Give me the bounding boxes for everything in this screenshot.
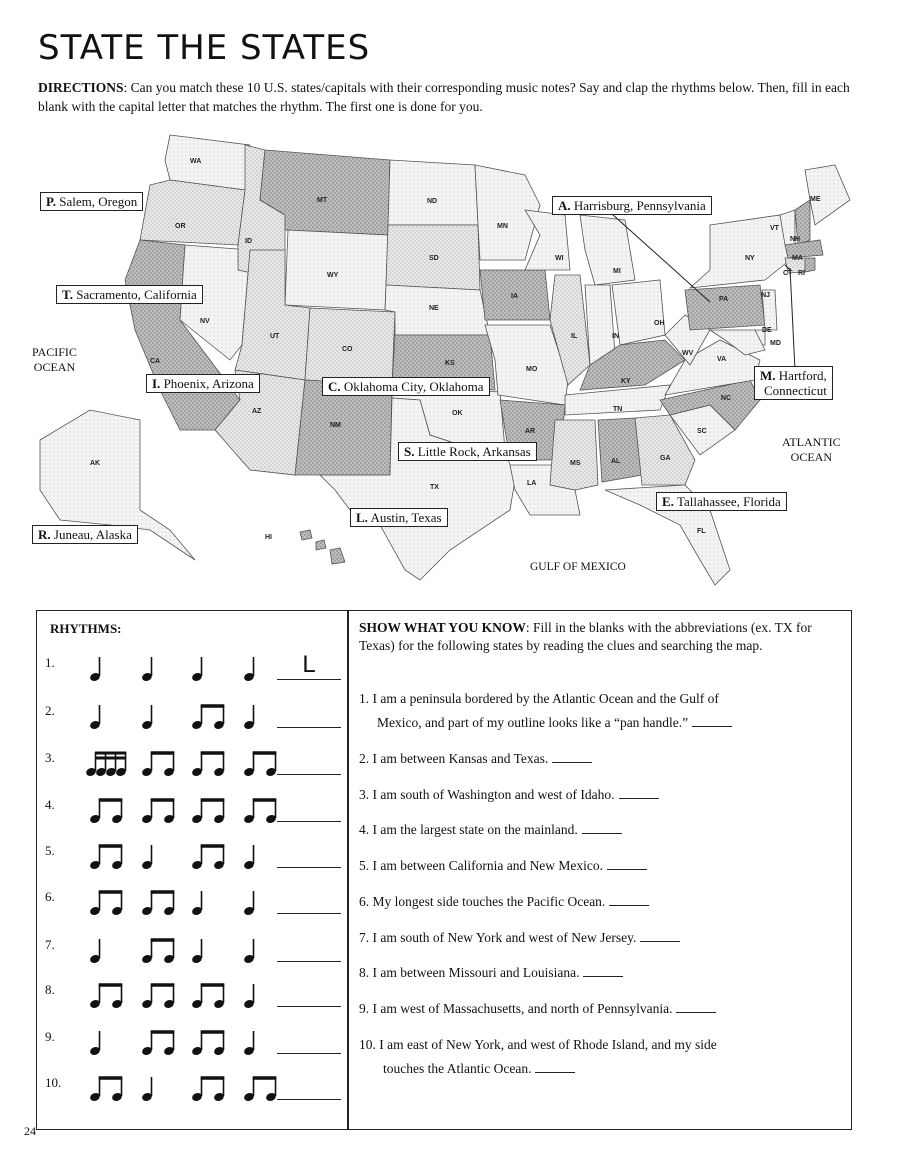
answer-blank[interactable]	[676, 1000, 716, 1013]
answer-blank[interactable]	[552, 750, 592, 763]
question-4	[359, 818, 845, 842]
capital-label-r	[32, 525, 138, 544]
question-text: 4. I am the largest state on the mainland.	[359, 822, 578, 837]
rhythm-answer-blank[interactable]	[277, 1006, 341, 1007]
abbr-al: AL	[611, 458, 621, 465]
abbr-mn: MN	[497, 223, 508, 230]
abbr-co: CO	[342, 346, 353, 353]
question-text: 7. I am south of New York and west of New Jersey.	[359, 930, 637, 945]
abbr-ms: MS	[570, 460, 581, 467]
eighth-note-pair-icon	[141, 984, 175, 1009]
abbr-sd: SD	[429, 255, 439, 262]
pacific-ocean-label	[32, 345, 77, 375]
rhythm-notation	[67, 695, 277, 735]
rhythm-answer-blank[interactable]	[277, 727, 341, 728]
answer-blank[interactable]	[607, 857, 647, 870]
rhythm-number: 10.	[45, 1075, 62, 1090]
show-what-you-know-intro	[359, 619, 841, 655]
rhythm-notation	[67, 929, 277, 969]
capital-letter: A.	[558, 198, 571, 213]
eighth-note-pair-icon	[191, 705, 225, 730]
rhythm-answer-blank[interactable]	[277, 774, 341, 775]
capital-letter: P.	[46, 194, 56, 209]
quarter-note-icon	[243, 984, 255, 1009]
abbr-ar: AR	[525, 428, 536, 435]
quarter-note-icon	[191, 891, 203, 916]
rhythm-number: 5.	[45, 843, 55, 858]
eighth-note-pair-icon	[89, 891, 123, 916]
abbr-wa: WA	[190, 158, 202, 165]
column-divider	[347, 611, 349, 1129]
state-me	[805, 165, 850, 225]
abbr-mi: MI	[613, 268, 621, 275]
abbr-ne: NE	[429, 305, 439, 312]
state-ms	[550, 420, 598, 490]
directions	[38, 78, 868, 116]
rhythm-row	[45, 881, 345, 921]
quarter-note-icon	[191, 939, 203, 964]
answer-blank[interactable]	[619, 786, 659, 799]
abbr-md: MD	[770, 340, 781, 347]
eighth-note-pair-icon	[141, 752, 175, 777]
abbr-ky: KY	[621, 378, 631, 385]
answer-blank[interactable]	[609, 893, 649, 906]
rhythm-row	[45, 1021, 345, 1061]
capital-label-i	[146, 374, 260, 393]
capital-label-s	[398, 442, 537, 461]
swyk-text: : Fill in the blanks with the abbreviations (ex. TX for Texas) for the following states by reading the clues and searching the map.	[359, 620, 812, 653]
abbr-il: IL	[571, 333, 578, 340]
abbr-ks: KS	[445, 360, 455, 367]
capital-label-t	[56, 285, 203, 304]
eighth-note-pair-icon	[89, 845, 123, 870]
abbr-ri: RI	[798, 270, 805, 277]
abbr-oh: OH	[654, 320, 665, 327]
rhythm-number: 7.	[45, 937, 55, 952]
question-text: 9. I am west of Massachusetts, and north of Pennsylvania.	[359, 1001, 673, 1016]
quarter-note-icon	[141, 657, 153, 682]
rhythm-number: 4.	[45, 797, 55, 812]
quarter-note-icon	[141, 845, 153, 870]
abbr-nj: NJ	[761, 292, 770, 299]
capital-label-p	[40, 192, 143, 211]
rhythm-row	[45, 789, 345, 829]
quarter-note-icon	[243, 1031, 255, 1056]
rhythm-answer-blank[interactable]	[277, 1099, 341, 1100]
rhythm-number: 1.	[45, 655, 55, 670]
capital-label-m	[754, 366, 833, 400]
rhythm-notation	[67, 789, 277, 829]
directions-label: DIRECTIONS	[38, 80, 124, 95]
capital-name-line-2: Connecticut	[764, 383, 827, 398]
swyk-label: SHOW WHAT YOU KNOW	[359, 620, 526, 635]
capital-letter: S.	[404, 444, 415, 459]
question-text-line-2: touches the Atlantic Ocean.	[383, 1061, 532, 1076]
capital-name: Sacramento, California	[76, 287, 197, 302]
us-map	[20, 130, 880, 600]
quarter-note-icon	[243, 657, 255, 682]
abbr-sc: SC	[697, 428, 707, 435]
abbr-hi: HI	[265, 534, 272, 541]
rhythm-notation	[67, 647, 277, 687]
abbr-nm: NM	[330, 422, 341, 429]
state-al	[598, 418, 642, 482]
abbr-nd: ND	[427, 198, 438, 205]
rhythms-title: RHYTHMS:	[50, 621, 122, 636]
question-5	[359, 854, 845, 878]
question-7	[359, 926, 845, 950]
capital-name: Oklahoma City, Oklahoma	[343, 379, 484, 394]
eighth-note-pair-icon	[191, 752, 225, 777]
rhythm-number: 3.	[45, 750, 55, 765]
capital-letter: M.	[760, 368, 776, 383]
abbr-az: AZ	[252, 408, 262, 415]
question-1	[359, 687, 845, 735]
rhythm-row	[45, 974, 345, 1014]
capital-letter: L.	[356, 510, 368, 525]
atlantic-ocean-label	[782, 435, 841, 465]
capital-name: Little Rock, Arkansas	[417, 444, 531, 459]
question-text: 5. I am between California and New Mexico.	[359, 858, 604, 873]
quarter-note-icon	[89, 1031, 101, 1056]
capital-letter: C.	[328, 379, 341, 394]
eighth-note-pair-icon	[243, 752, 277, 777]
capital-letter: R.	[38, 527, 51, 542]
eighth-note-pair-icon	[89, 984, 123, 1009]
eighth-note-pair-icon	[191, 1031, 225, 1056]
eighth-note-pair-icon	[191, 984, 225, 1009]
abbr-nc: NC	[721, 395, 732, 402]
question-text: 1. I am a peninsula bordered by the Atlantic Ocean and the Gulf of	[359, 691, 719, 706]
capital-name: Juneau, Alaska	[53, 527, 132, 542]
abbr-nh: NH	[790, 236, 801, 243]
abbr-ia: IA	[511, 293, 518, 300]
quarter-note-icon	[141, 1077, 153, 1102]
quarter-note-icon	[89, 657, 101, 682]
answer-blank[interactable]	[692, 714, 732, 727]
rhythm-notation	[67, 835, 277, 875]
rhythm-number: 9.	[45, 1029, 55, 1044]
eighth-note-pair-icon	[141, 939, 175, 964]
eighth-note-pair-icon	[191, 1077, 225, 1102]
state-pa	[685, 285, 765, 330]
eighth-note-pair-icon	[191, 845, 225, 870]
rhythm-row	[45, 835, 345, 875]
abbr-pa: PA	[719, 296, 729, 303]
answer-blank[interactable]	[583, 964, 623, 977]
quarter-note-icon	[89, 705, 101, 730]
rhythm-row	[45, 742, 345, 782]
rhythm-notation	[67, 974, 277, 1014]
worksheet-box	[36, 610, 852, 1130]
quarter-note-icon	[243, 939, 255, 964]
abbr-nv: NV	[200, 318, 210, 325]
abbr-la: LA	[527, 480, 537, 487]
capital-label-a	[552, 196, 712, 215]
state-hi-3	[330, 548, 345, 564]
question-text: 8. I am between Missouri and Louisiana.	[359, 965, 580, 980]
rhythm-notation	[67, 1067, 277, 1107]
abbr-ca: CA	[150, 358, 161, 365]
rhythm-answer-blank[interactable]	[277, 867, 341, 868]
eighth-note-pair-icon	[89, 799, 123, 824]
abbr-or: OR	[175, 223, 186, 230]
abbr-vt: VT	[770, 225, 779, 232]
question-text: 10. I am east of New York, and west of Rhode Island, and my side	[359, 1037, 717, 1052]
rhythm-number: 6.	[45, 889, 55, 904]
quarter-note-icon	[191, 657, 203, 682]
rhythm-answer: L	[302, 651, 316, 678]
rhythm-row	[45, 647, 345, 687]
capital-name: Hartford,	[778, 368, 827, 383]
question-3	[359, 783, 845, 807]
question-text: 2. I am between Kansas and Texas.	[359, 751, 549, 766]
question-10	[359, 1033, 845, 1081]
question-8	[359, 961, 845, 985]
question-2	[359, 747, 845, 771]
answer-blank[interactable]	[535, 1060, 575, 1073]
rhythm-notation	[67, 1021, 277, 1061]
abbr-tx: TX	[430, 484, 439, 491]
abbr-wi: WI	[555, 255, 564, 262]
rhythm-notation	[67, 742, 277, 782]
capital-letter: T.	[62, 287, 73, 302]
abbr-me: ME	[810, 196, 821, 203]
quarter-note-icon	[243, 891, 255, 916]
abbr-de: DE	[762, 327, 772, 334]
state-mi	[580, 215, 635, 285]
state-hi-1	[300, 530, 312, 540]
capital-name: Tallahassee, Florida	[676, 494, 781, 509]
abbr-ny: NY	[745, 255, 755, 262]
rhythm-answer-blank[interactable]	[277, 913, 341, 914]
abbr-wv: WV	[682, 350, 694, 357]
rhythm-number: 2.	[45, 703, 55, 718]
abbr-ut: UT	[270, 333, 280, 340]
state-wy	[285, 230, 388, 310]
abbr-wy: WY	[327, 272, 339, 279]
question-9	[359, 997, 845, 1021]
answer-blank[interactable]	[582, 821, 622, 834]
abbr-mo: MO	[526, 366, 538, 373]
answer-blank[interactable]	[640, 929, 680, 942]
question-text-line-2: Mexico, and part of my outline looks like a “pan handle.”	[377, 715, 689, 730]
abbr-fl: FL	[697, 528, 706, 535]
question-text: 3. I am south of Washington and west of Idaho.	[359, 787, 615, 802]
question-6	[359, 890, 845, 914]
capital-letter: I.	[152, 376, 161, 391]
eighth-note-pair-icon	[141, 799, 175, 824]
rhythm-answer-blank[interactable]	[277, 961, 341, 962]
capital-name: Salem, Oregon	[59, 194, 138, 209]
eighth-note-pair-icon	[141, 891, 175, 916]
capital-name: Austin, Texas	[370, 510, 442, 525]
rhythm-answer-blank[interactable]	[277, 821, 341, 822]
rhythm-row	[45, 695, 345, 735]
abbr-mt: MT	[317, 197, 328, 204]
abbr-id: ID	[245, 238, 252, 245]
abbr-va: VA	[717, 356, 727, 363]
state-hi-2	[316, 540, 326, 550]
state-ri	[805, 258, 815, 272]
page-number: 24	[24, 1124, 36, 1138]
eighth-note-pair-icon	[191, 799, 225, 824]
capital-name: Harrisburg, Pennsylvania	[573, 198, 706, 213]
abbr-in: IN	[612, 333, 619, 340]
page-title: STATE THE STATES	[38, 28, 371, 68]
pacific-line-1: PACIFIC	[32, 345, 77, 359]
capital-label-c	[322, 377, 490, 396]
abbr-tn: TN	[613, 406, 623, 413]
capital-name: Phoenix, Arizona	[163, 376, 254, 391]
directions-text: : Can you match these 10 U.S. states/capitals with their corresponding music notes? Say and clap the rhythms below. Then, fill in each blank with the capital letter that matches the rhythm. The first one is done for you.	[38, 80, 850, 114]
quarter-note-icon	[89, 939, 101, 964]
rhythm-notation	[67, 881, 277, 921]
atlantic-line-2: OCEAN	[790, 450, 832, 464]
eighth-note-pair-icon	[243, 799, 277, 824]
eighth-note-pair-icon	[89, 1077, 123, 1102]
state-or	[140, 180, 245, 245]
pacific-line-2: OCEAN	[33, 360, 76, 374]
state-oh	[612, 280, 665, 345]
abbr-ok: OK	[452, 410, 463, 417]
rhythm-row	[45, 1067, 345, 1107]
eighth-note-pair-icon	[243, 1077, 277, 1102]
abbr-ga: GA	[660, 455, 671, 462]
sixteenth-note-group-icon	[85, 752, 127, 777]
quarter-note-icon	[243, 845, 255, 870]
capital-label-e	[656, 492, 787, 511]
rhythm-number: 8.	[45, 982, 55, 997]
question-text: 6. My longest side touches the Pacific Ocean.	[359, 894, 606, 909]
eighth-note-pair-icon	[141, 1031, 175, 1056]
atlantic-line-1: ATLANTIC	[782, 435, 841, 449]
abbr-ct: CT	[783, 270, 793, 277]
state-nd	[388, 160, 478, 225]
rhythm-answer-blank[interactable]	[277, 1053, 341, 1054]
quarter-note-icon	[141, 705, 153, 730]
abbr-ma: MA	[792, 255, 803, 262]
rhythm-row	[45, 929, 345, 969]
gulf-of-mexico-label: GULF OF MEXICO	[530, 561, 626, 573]
rhythm-answer-blank[interactable]	[277, 679, 341, 680]
capital-label-l	[350, 508, 448, 527]
quarter-note-icon	[243, 705, 255, 730]
capital-letter: E.	[662, 494, 674, 509]
abbr-ak: AK	[90, 460, 101, 467]
